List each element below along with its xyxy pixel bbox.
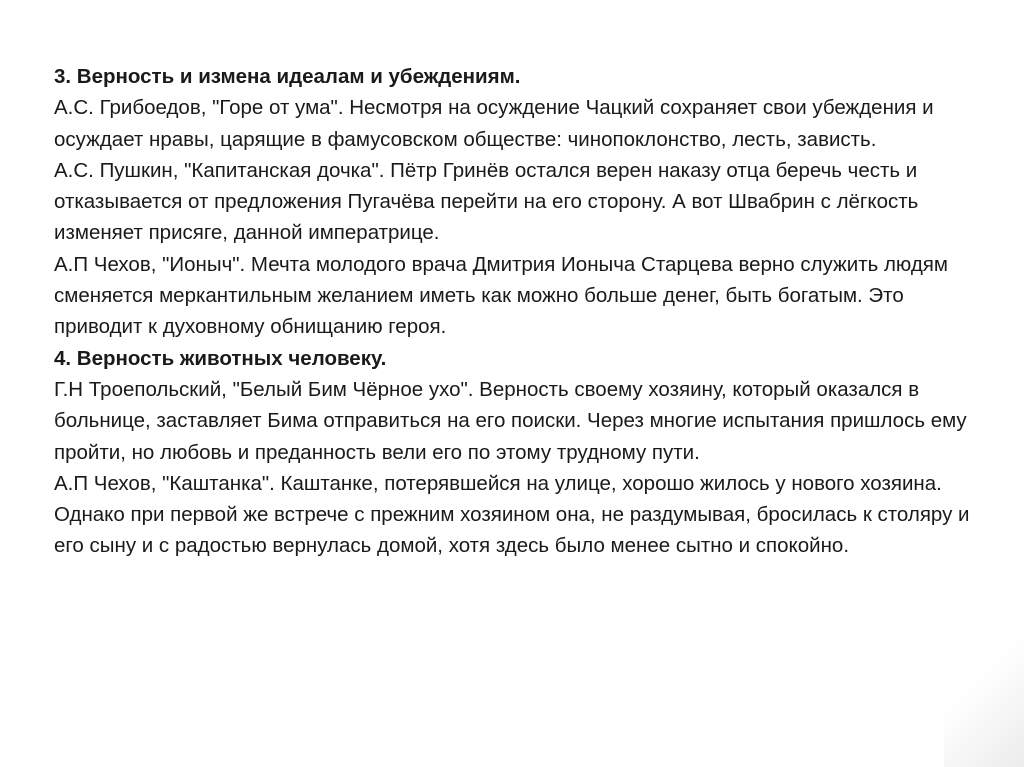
page-corner-shadow [944,577,1024,767]
section-3-heading: 3. Верность и измена идеалам и убеждениям. [54,65,521,88]
section-3-paragraph-pushkin: А.С. Пушкин, "Капитанская дочка". Пётр Гринёв остался верен наказу отца беречь честь и отказывается от предложения Пугачёва перейти на его сторону. А вот Швабрин с лёгкость изменяет присяге, данной императрице. [54,158,919,245]
section-4-paragraph-chekhov-kashtanka: А.П Чехов, "Каштанка". Каштанке, потерявшейся на улице, хорошо жилось у нового хозяина. Однако при первой же встрече с прежним хозяином она, не раздумывая, бросилась к столяру и его сыну и с радостью вернулась домой, хотя здесь было менее сытно и спокойно. [54,471,970,558]
slide-text [54,61,984,562]
section-4-heading: 4. Верность животных человеку. [54,346,387,370]
section-3-paragraph-chekhov-ionych: А.П Чехов, "Ионыч". Мечта молодого врача Дмитрия Ионыча Старцева верно служить людям сменяется меркантильным желанием иметь как можно больше денег, быть богатым. Это приводит к духовному обнищанию героя. [54,252,949,339]
section-4-paragraph-troepolsky: Г.Н Троепольский, "Белый Бим Чёрное ухо". Верность своему хозяину, который оказался в больнице, заставляет Бима отправиться на его поиски. Через многие испытания пришлось ему пройти, но любовь и преданность вели его по этому трудному пути. [54,377,967,464]
section-3-paragraph-griboedov: А.С. Грибоедов, "Горе от ума". Несмотря на осуждение Чацкий сохраняет свои убеждения и осуждает нравы, царящие в фамусовском обществе: чинопоклонство, лесть, зависть. [54,96,934,151]
